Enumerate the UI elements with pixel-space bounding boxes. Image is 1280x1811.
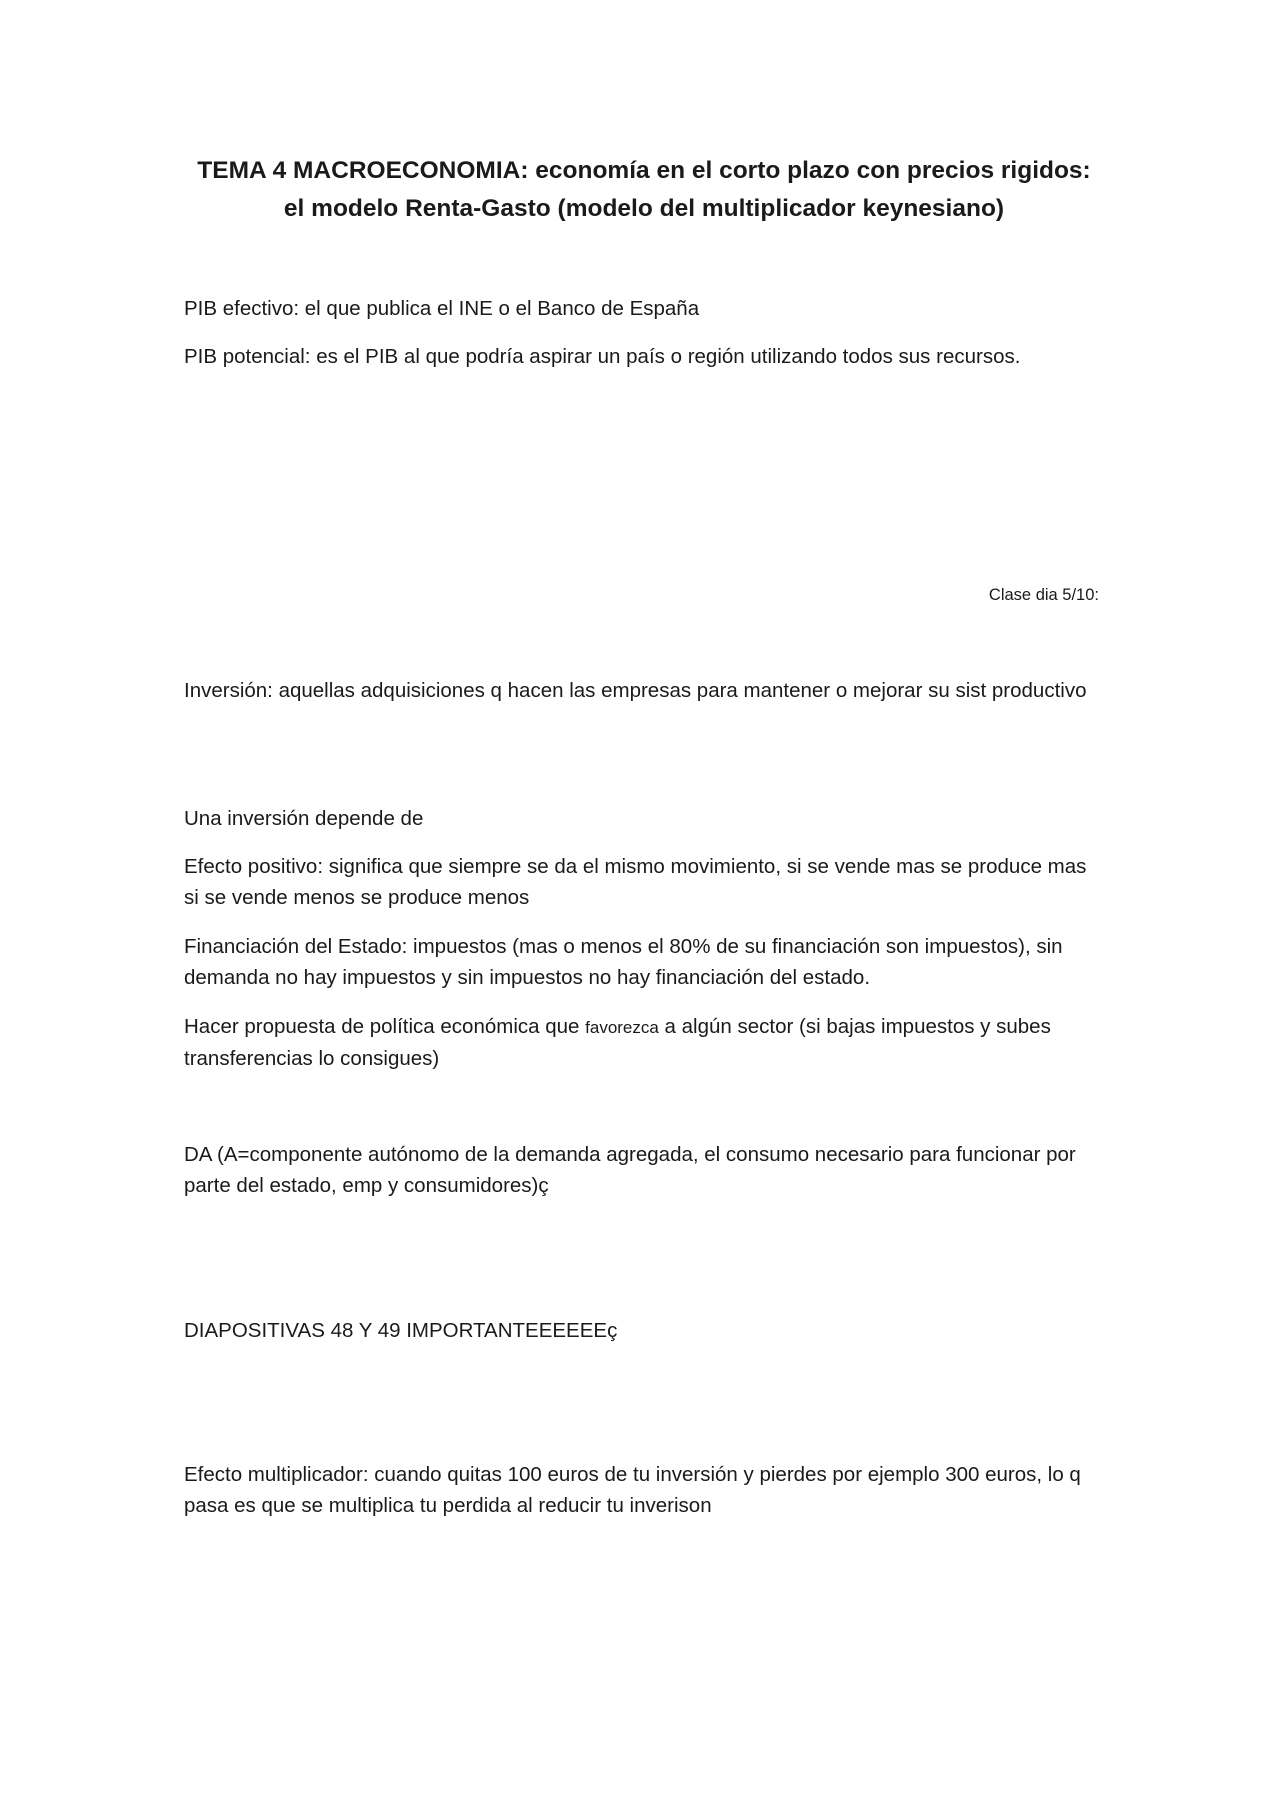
document-title: TEMA 4 MACROECONOMIA: economía en el corto plazo con precios rigidos: el modelo Renta-Gasto (modelo del multiplicador keynesiano) [197,157,1091,222]
paragraph-clase-dia: Clase dia 5/10: [988,586,1099,604]
paragraph-efecto-multiplicador: Efecto multiplicador: cuando quitas 100 euros de tu inversión y pierdes por ejemplo 300 euros, lo q pasa es que se multiplica tu perdida al reducir tu inverison [184,1463,1081,1517]
paragraph-pib-efectivo: PIB efectivo: el que publica el INE o el Banco de España [184,297,700,320]
paragraph-hacer-propuesta [184,1011,1104,1074]
paragraph-inversion: Inversión: aquellas adquisiciones q hacen las empresas para mantener o mejorar su sist productivo [184,679,1087,702]
paragraph-hacer-propuesta-pre: Hacer propuesta de política económica que [184,1015,586,1038]
paragraph-hacer-propuesta-post: a algún sector (si bajas impuestos y subes transferencias lo consigues) [184,1015,1051,1070]
paragraph-financiacion: Financiación del Estado: impuestos (mas o menos el 80% de su financiación son impuestos), sin demanda no hay impuestos y sin impuestos no hay financiación del estado. [184,935,1063,989]
paragraph-una-inversion: Una inversión depende de [184,807,424,830]
paragraph-hacer-propuesta-small: favorezca [585,1018,659,1037]
paragraph-diapositivas: DIAPOSITIVAS 48 Y 49 IMPORTANTEEEEEEç [184,1319,618,1342]
paragraph-da: DA (A=componente autónomo de la demanda agregada, el consumo necesario para funcionar por parte del estado, emp y consumidores)ç [184,1143,1076,1197]
paragraph-efecto-positivo: Efecto positivo: significa que siempre se da el mismo movimiento, si se vende mas se produce mas si se vende menos se produce menos [184,855,1087,909]
paragraph-pib-potencial: PIB potencial: es el PIB al que podría aspirar un país o región utilizando todos sus recursos. [184,345,1021,368]
